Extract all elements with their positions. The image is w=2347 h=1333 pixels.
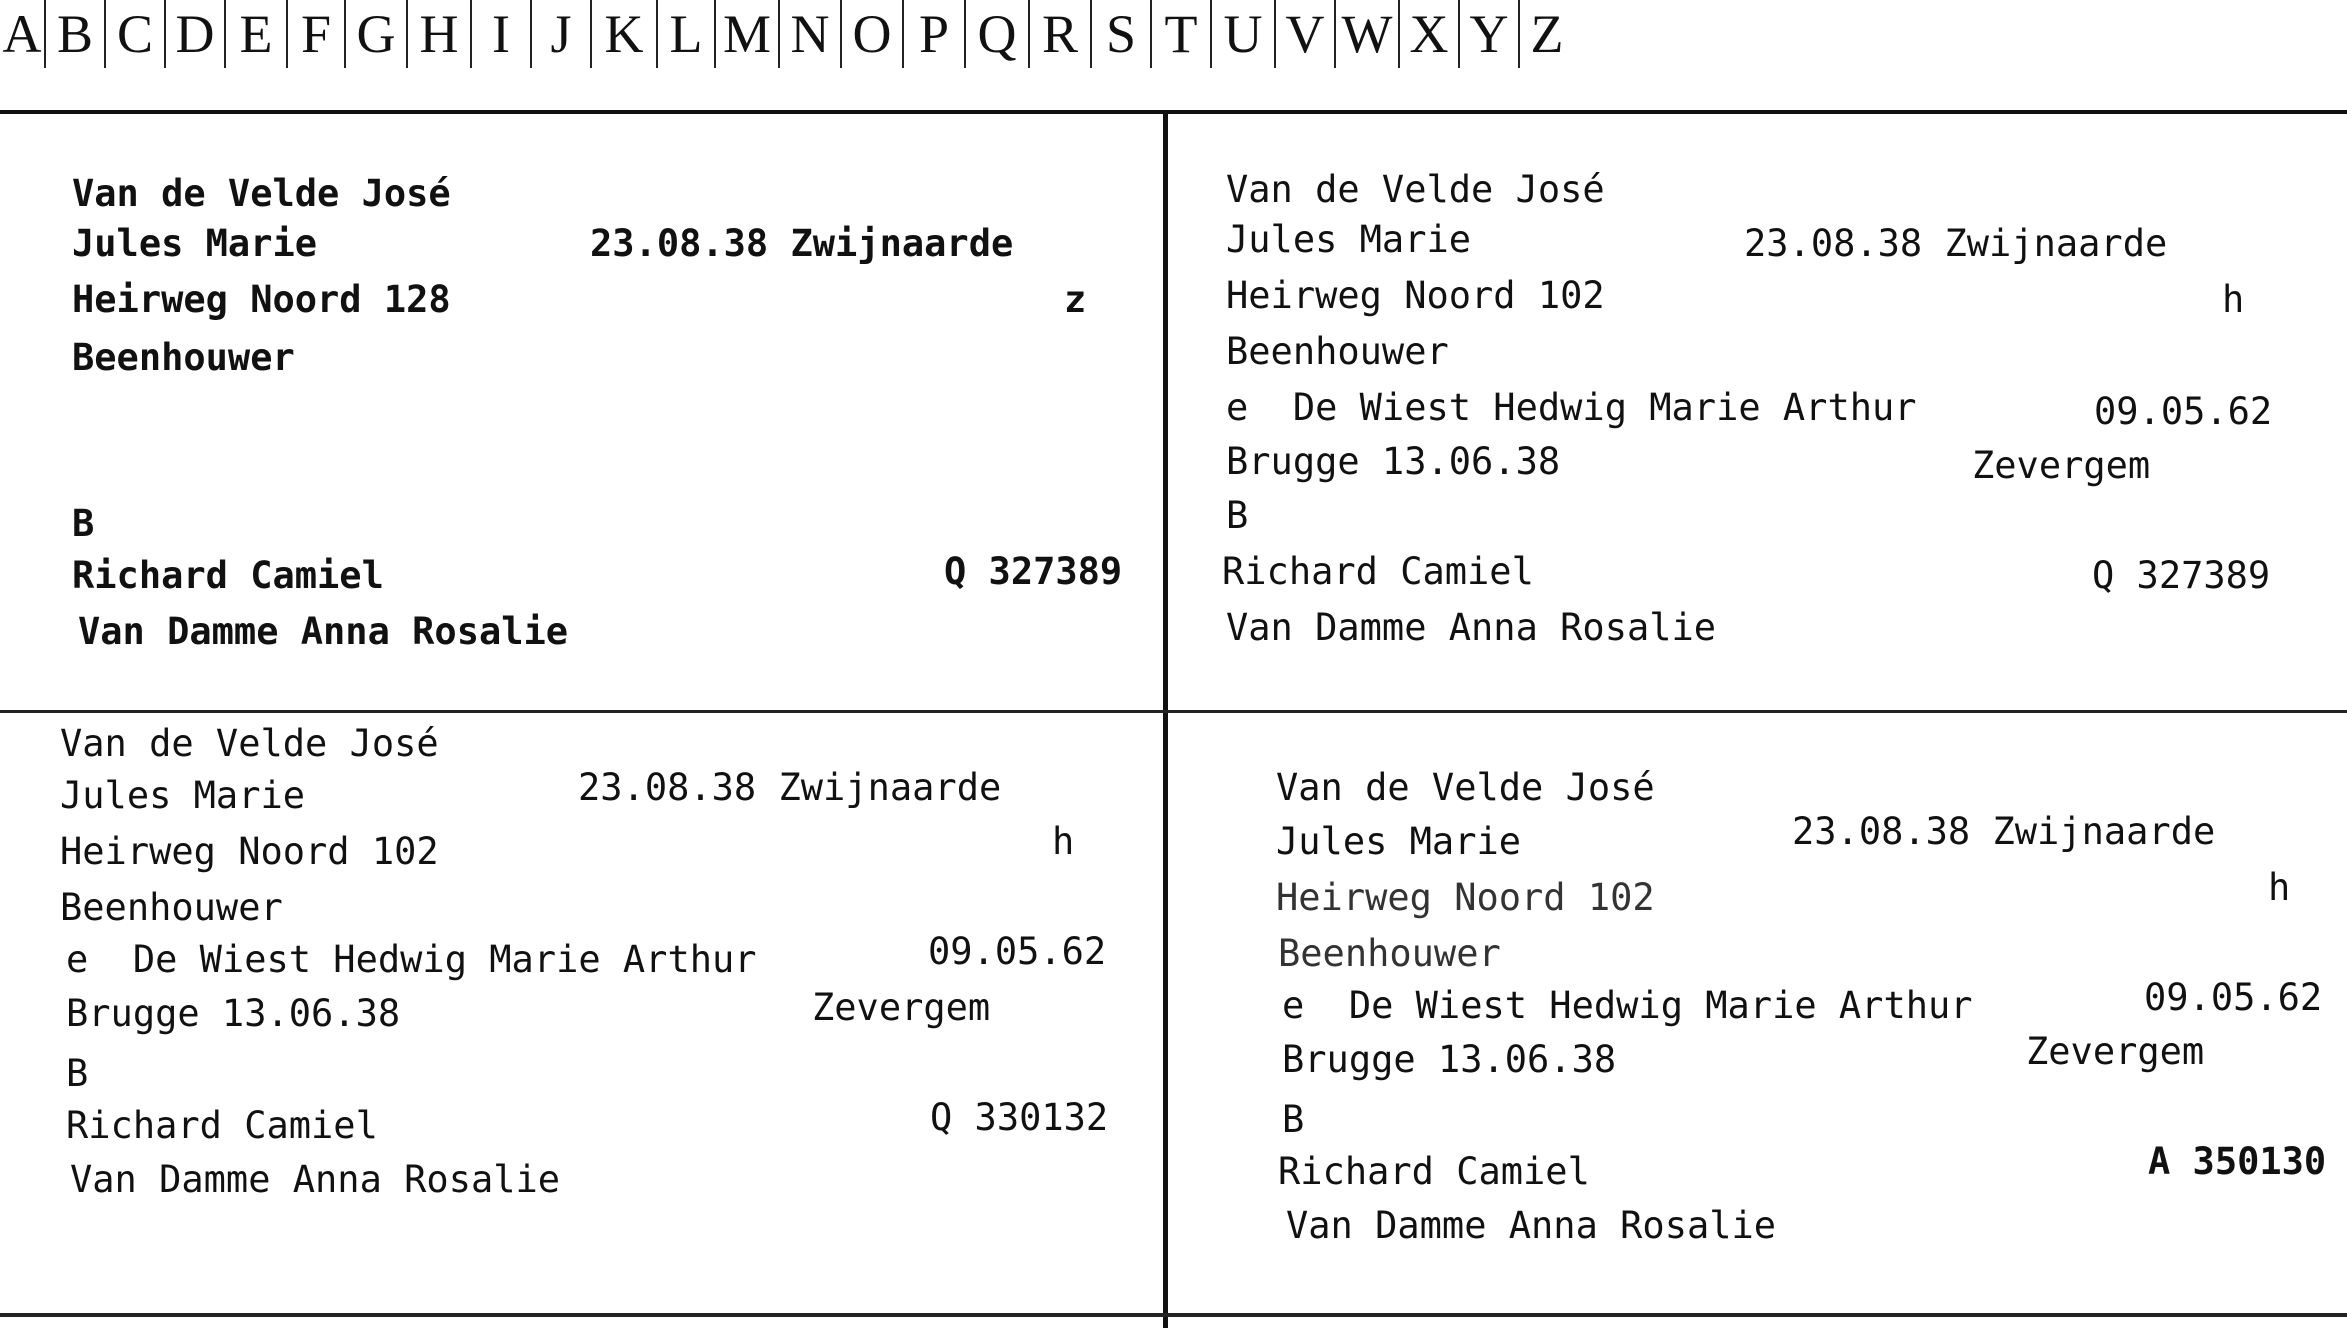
- card-code-b: B: [66, 1052, 89, 1095]
- card-name-line: Van de Velde José: [1226, 168, 1605, 211]
- alpha-letter-e: E: [239, 4, 273, 64]
- card-given-names: Jules Marie: [1226, 218, 1472, 261]
- card-mother: Van Damme Anna Rosalie: [1226, 606, 1717, 649]
- alpha-letter-u: U: [1223, 4, 1263, 64]
- alpha-letter-x: X: [1409, 4, 1449, 64]
- alpha-letter-k: K: [604, 4, 644, 64]
- card-code-b: B: [72, 502, 95, 545]
- card-name-line: Van de Velde José: [60, 722, 439, 765]
- card-horizontal-divider: [0, 710, 2347, 713]
- card-code-b: B: [1226, 494, 1249, 537]
- alpha-letter-s: S: [1105, 4, 1137, 64]
- alpha-letter-j: J: [550, 4, 572, 64]
- card-given-names: Jules Marie: [72, 222, 318, 265]
- card-father: Richard Camiel: [72, 554, 384, 597]
- alpha-letter-q: Q: [977, 4, 1017, 64]
- card-number: Q 327389: [944, 550, 1123, 593]
- card-address: Heirweg Noord 102: [1276, 876, 1655, 919]
- alphabet-index-strip: [0, 0, 2347, 114]
- card-mother: Van Damme Anna Rosalie: [1286, 1204, 1777, 1247]
- card-name-line: Van de Velde José: [72, 172, 451, 215]
- alpha-letter-r: R: [1041, 4, 1079, 64]
- card-marriage-date: 09.05.62: [2144, 976, 2323, 1019]
- card-spouse-birth: Brugge 13.06.38: [66, 992, 401, 1035]
- card-marriage-date: 09.05.62: [928, 930, 1107, 973]
- card-marriage-place: Zevergem: [2026, 1030, 2205, 1073]
- card-father: Richard Camiel: [1278, 1150, 1590, 1193]
- card-birth: 23.08.38 Zwijnaarde: [1792, 810, 2216, 853]
- alpha-letter-w: W: [1341, 4, 1393, 64]
- card-marker: z: [1064, 278, 1087, 321]
- alpha-letter-h: H: [419, 4, 459, 64]
- card-name-line: Van de Velde José: [1276, 766, 1655, 809]
- card-marker: h: [2222, 278, 2245, 321]
- alpha-letter-f: F: [300, 4, 332, 64]
- alpha-letter-b: B: [56, 4, 94, 64]
- alpha-letter-i: I: [492, 4, 510, 64]
- card-address: Heirweg Noord 102: [60, 830, 439, 873]
- alpha-letter-a: A: [2, 4, 42, 64]
- alpha-letter-t: T: [1164, 4, 1198, 64]
- card-given-names: Jules Marie: [1276, 820, 1522, 863]
- card-number: Q 327389: [2092, 554, 2271, 597]
- card-vertical-divider: [1163, 113, 1168, 1328]
- alpha-letter-d: D: [175, 4, 215, 64]
- card-marriage-place: Zevergem: [812, 986, 991, 1029]
- card-birth: 23.08.38 Zwijnaarde: [578, 766, 1002, 809]
- alpha-letter-l: L: [669, 4, 703, 64]
- alpha-letter-y: Y: [1469, 4, 1509, 64]
- card-mother: Van Damme Anna Rosalie: [70, 1158, 561, 1201]
- alpha-letter-n: N: [790, 4, 830, 64]
- alpha-letter-g: G: [356, 4, 396, 64]
- card-occupation: Beenhouwer: [72, 336, 295, 379]
- card-occupation: Beenhouwer: [1278, 932, 1501, 975]
- card-spouse: e De Wiest Hedwig Marie Arthur: [1226, 386, 1917, 429]
- alpha-letter-v: V: [1285, 4, 1325, 64]
- card-mother: Van Damme Anna Rosalie: [78, 610, 569, 653]
- card-father: Richard Camiel: [1222, 550, 1534, 593]
- card-marriage-place: Zevergem: [1972, 444, 2151, 487]
- card-marker: h: [1052, 820, 1075, 863]
- card-address: Heirweg Noord 102: [1226, 274, 1605, 317]
- card-marriage-date: 09.05.62: [2094, 390, 2273, 433]
- card-spouse: e De Wiest Hedwig Marie Arthur: [66, 938, 757, 981]
- card-address: Heirweg Noord 128: [72, 278, 451, 321]
- card-occupation: Beenhouwer: [60, 886, 283, 929]
- card-marker: h: [2268, 866, 2291, 909]
- alpha-letter-o: O: [852, 4, 892, 64]
- card-bottom-divider: [0, 1313, 2347, 1317]
- card-father: Richard Camiel: [66, 1104, 378, 1147]
- card-birth: 23.08.38 Zwijnaarde: [1744, 222, 2168, 265]
- card-spouse-birth: Brugge 13.06.38: [1282, 1038, 1617, 1081]
- card-spouse: e De Wiest Hedwig Marie Arthur: [1282, 984, 1973, 1027]
- card-code-b: B: [1282, 1098, 1305, 1141]
- card-occupation: Beenhouwer: [1226, 330, 1449, 373]
- card-given-names: Jules Marie: [60, 774, 306, 817]
- alpha-letter-m: M: [722, 4, 771, 64]
- alpha-letter-p: P: [918, 4, 950, 64]
- alpha-letter-z: Z: [1530, 4, 1564, 64]
- card-number: Q 330132: [930, 1096, 1109, 1139]
- card-spouse-birth: Brugge 13.06.38: [1226, 440, 1561, 483]
- card-number: A 350130: [2148, 1140, 2327, 1183]
- alpha-letter-c: C: [116, 4, 154, 64]
- card-birth: 23.08.38 Zwijnaarde: [590, 222, 1014, 265]
